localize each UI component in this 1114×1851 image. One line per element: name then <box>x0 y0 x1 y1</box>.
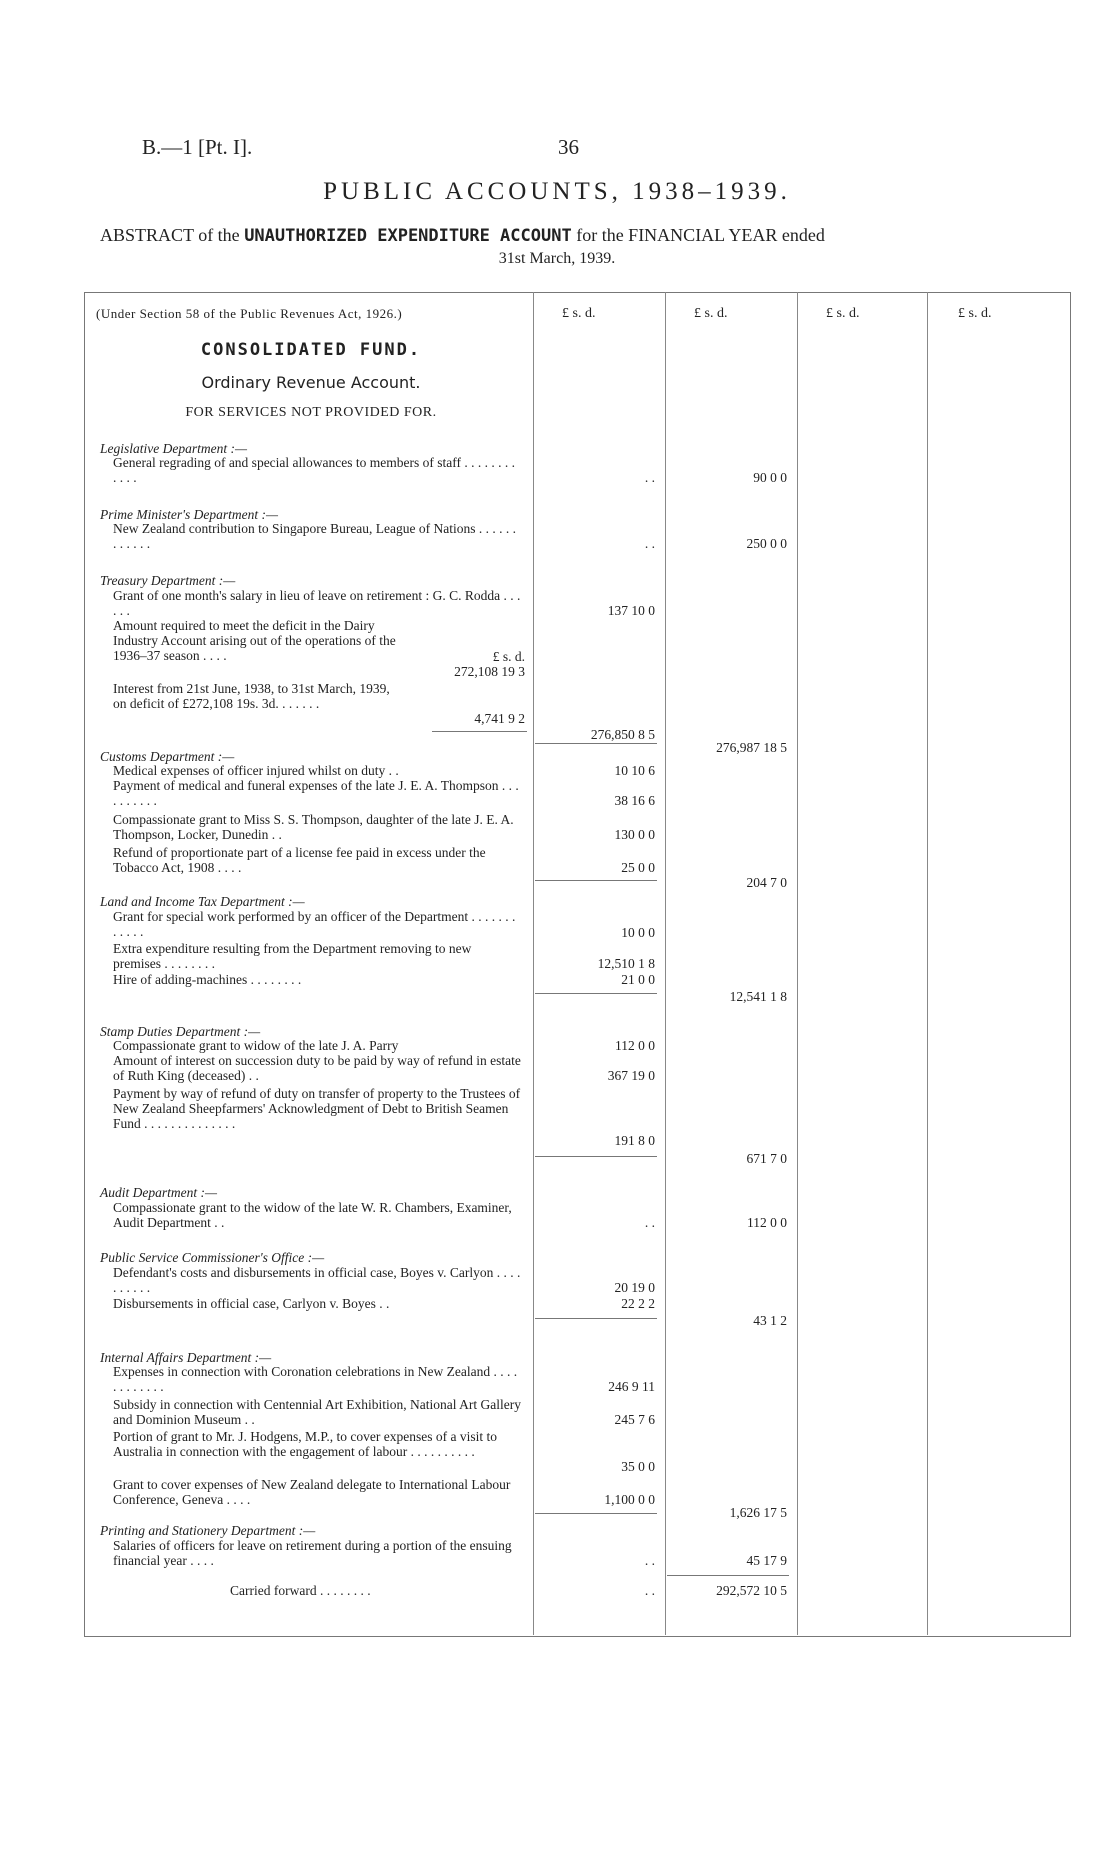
line-item: Defendant's costs and disbursements in official case, Boyes v. Carlyon . . . . . . . . . . <box>113 1265 521 1295</box>
line-item: Subsidy in connection with Centennial Art Exhibition, National Art Gallery and Dominion Museum . . <box>113 1397 521 1427</box>
department-total: 1,626 17 5 <box>729 1505 787 1520</box>
line-item: New Zealand contribution to Singapore Bureau, League of Nations . . . . . . . . . . . . <box>113 521 517 551</box>
line-amount: 20 19 0 <box>614 1280 655 1295</box>
department-total: 250 0 0 <box>746 536 787 551</box>
subtotal-rule <box>535 993 657 994</box>
line-amount: 21 0 0 <box>621 972 655 987</box>
department-printing-stationery: Printing and Stationery Department :— <box>100 1523 316 1538</box>
line-item: Payment of medical and funeral expenses of the late J. E. A. Thompson . . . . . . . . . . <box>113 778 519 808</box>
line-amount: 25 0 0 <box>621 860 655 875</box>
subtotal-rule <box>535 1513 657 1514</box>
department-public-service-commissioner: Public Service Commissioner's Office :— <box>100 1250 325 1265</box>
line-item: Medical expenses of officer injured whilst on duty . . <box>113 763 399 778</box>
column-header-3: £ s. d. <box>826 306 860 321</box>
department-total: 204 7 0 <box>746 875 787 890</box>
amount-col1: . . <box>644 470 655 485</box>
line-amount: 10 0 0 <box>621 925 655 940</box>
line-item: Compassionate grant to Miss S. S. Thompson, daughter of the late J. E. A. Thompson, Locker, Dunedin . . <box>113 812 514 842</box>
department-legislative: Legislative Department :— <box>100 441 247 456</box>
subtotal-amount: 276,850 8 5 <box>590 727 655 742</box>
line-amount: 35 0 0 <box>621 1459 655 1474</box>
amount-col1: . . <box>644 1553 655 1568</box>
line-amount: 112 0 0 <box>615 1038 655 1053</box>
inner-amount: 4,741 9 2 <box>474 711 525 726</box>
section-note: (Under Section 58 of the Public Revenues Act, 1926.) <box>96 306 403 321</box>
column-header-4: £ s. d. <box>958 306 992 321</box>
line-amount: 246 9 11 <box>608 1379 655 1394</box>
line-amount: 1,100 0 0 <box>604 1492 655 1507</box>
abstract-suffix: for the FINANCIAL YEAR ended <box>576 225 825 245</box>
line-item: Interest from 21st June, 1938, to 31st March, 1939, on deficit of £272,108 19s. 3d. . . . . . . <box>113 681 390 711</box>
line-item: Grant of one month's salary in lieu of leave on retirement : G. C. Rodda . . . . . . <box>113 588 521 618</box>
document-code: B.—1 [Pt. I]. <box>142 135 253 159</box>
department-total: 12,541 1 8 <box>729 989 787 1004</box>
column-divider <box>665 292 666 1635</box>
line-item: Compassionate grant to the widow of the late W. R. Chambers, Examiner, Audit Department . . <box>113 1200 512 1230</box>
column-header-2: £ s. d. <box>694 306 728 321</box>
department-total: 43 1 2 <box>753 1313 787 1328</box>
line-item: Extra expenditure resulting from the Department removing to new premises . . . . . . . . <box>113 941 472 971</box>
department-treasury: Treasury Department :— <box>100 573 236 588</box>
department-total: 112 0 0 <box>747 1215 787 1230</box>
line-amount: 137 10 0 <box>607 603 655 618</box>
line-amount: 130 0 0 <box>614 827 655 842</box>
line-item: General regrading of and special allowances to members of staff . . . . . . . . . . . . <box>113 455 515 485</box>
line-amount: 245 7 6 <box>614 1412 655 1427</box>
line-amount: 191 8 0 <box>614 1133 655 1148</box>
line-item: Grant for special work performed by an officer of the Department . . . . . . . . . . . . <box>113 909 516 939</box>
line-item: Salaries of officers for leave on retirement during a portion of the ensuing financial year . . . . <box>113 1538 512 1568</box>
subtotal-rule <box>535 1156 657 1157</box>
account-name: Ordinary Revenue Account. <box>201 373 421 392</box>
line-amount: 38 16 6 <box>614 793 655 808</box>
line-amount: 10 10 6 <box>614 763 655 778</box>
line-item: Compassionate grant to widow of the late J. A. Parry <box>113 1038 399 1053</box>
inner-unit-header: £ s. d. <box>492 649 525 664</box>
column-header-1: £ s. d. <box>562 306 596 321</box>
line-item: Hire of adding-machines . . . . . . . . <box>113 972 302 987</box>
line-item: Payment by way of refund of duty on transfer of property to the Trustees of New Zealand Sheepfarmers' Acknowledgment of Debt to British Seamen Fund . . . . . . . . . . . . . . <box>113 1086 521 1131</box>
inner-amount: 272,108 19 3 <box>454 664 525 679</box>
amount-col1: . . <box>644 1215 655 1230</box>
carried-forward-total: 292,572 10 5 <box>716 1583 787 1598</box>
abstract-prefix: ABSTRACT of the <box>100 225 240 245</box>
line-item: Disbursements in official case, Carlyon v. Boyes . . <box>113 1296 390 1311</box>
department-total: 90 0 0 <box>753 470 787 485</box>
department-internal-affairs: Internal Affairs Department :— <box>100 1350 272 1365</box>
line-amount: 367 19 0 <box>607 1068 655 1083</box>
line-item: Amount required to meet the deficit in the Dairy Industry Account arising out of the operations of the 1936–37 season . . . . <box>113 618 396 663</box>
department-total: 276,987 18 5 <box>716 740 787 755</box>
column-divider <box>533 292 534 1635</box>
subtotal-rule <box>432 731 527 732</box>
department-customs: Customs Department :— <box>100 749 235 764</box>
line-item: Amount of interest on succession duty to be paid by way of refund in estate of Ruth King (deceased) . . <box>113 1053 521 1083</box>
carried-forward-label: Carried forward . . . . . . . . <box>230 1583 371 1598</box>
abstract-heading <box>100 225 825 246</box>
department-total: 45 17 9 <box>746 1553 787 1568</box>
fund-name: CONSOLIDATED FUND. <box>200 340 422 360</box>
line-item: Refund of proportionate part of a license fee paid in excess under the Tobacco Act, 1908 . . . . <box>113 845 486 875</box>
abstract-account-name: UNAUTHORIZED EXPENDITURE ACCOUNT <box>244 226 572 246</box>
total-rule <box>535 743 657 744</box>
amount-col1: . . <box>644 1583 655 1598</box>
department-stamp-duties: Stamp Duties Department :— <box>100 1024 261 1039</box>
line-item: Portion of grant to Mr. J. Hodgens, M.P., to cover expenses of a visit to Australia in connection with the engagement of labour . . . . . . . . . . <box>113 1429 497 1459</box>
page-title: PUBLIC ACCOUNTS, 1938–1939. <box>323 178 791 205</box>
department-total: 671 7 0 <box>746 1151 787 1166</box>
line-item: Expenses in connection with Coronation celebrations in New Zealand . . . . . . . . . . . . <box>113 1364 518 1394</box>
department-prime-minister: Prime Minister's Department :— <box>100 507 278 522</box>
subtotal-rule <box>535 880 657 881</box>
total-rule <box>667 1575 789 1576</box>
services-heading: FOR SERVICES NOT PROVIDED FOR. <box>185 405 437 420</box>
line-amount: 22 2 2 <box>621 1296 655 1311</box>
amount-col1: . . <box>644 536 655 551</box>
line-item: Grant to cover expenses of New Zealand delegate to International Labour Conference, Geneva . . . . <box>113 1477 511 1507</box>
line-amount: 12,510 1 8 <box>597 956 655 971</box>
department-audit: Audit Department :— <box>100 1185 217 1200</box>
department-land-income-tax: Land and Income Tax Department :— <box>100 894 305 909</box>
column-divider <box>927 292 928 1635</box>
page-number: 36 <box>558 135 579 159</box>
abstract-date: 31st March, 1939. <box>498 250 616 267</box>
column-divider <box>797 292 798 1635</box>
subtotal-rule <box>535 1318 657 1319</box>
